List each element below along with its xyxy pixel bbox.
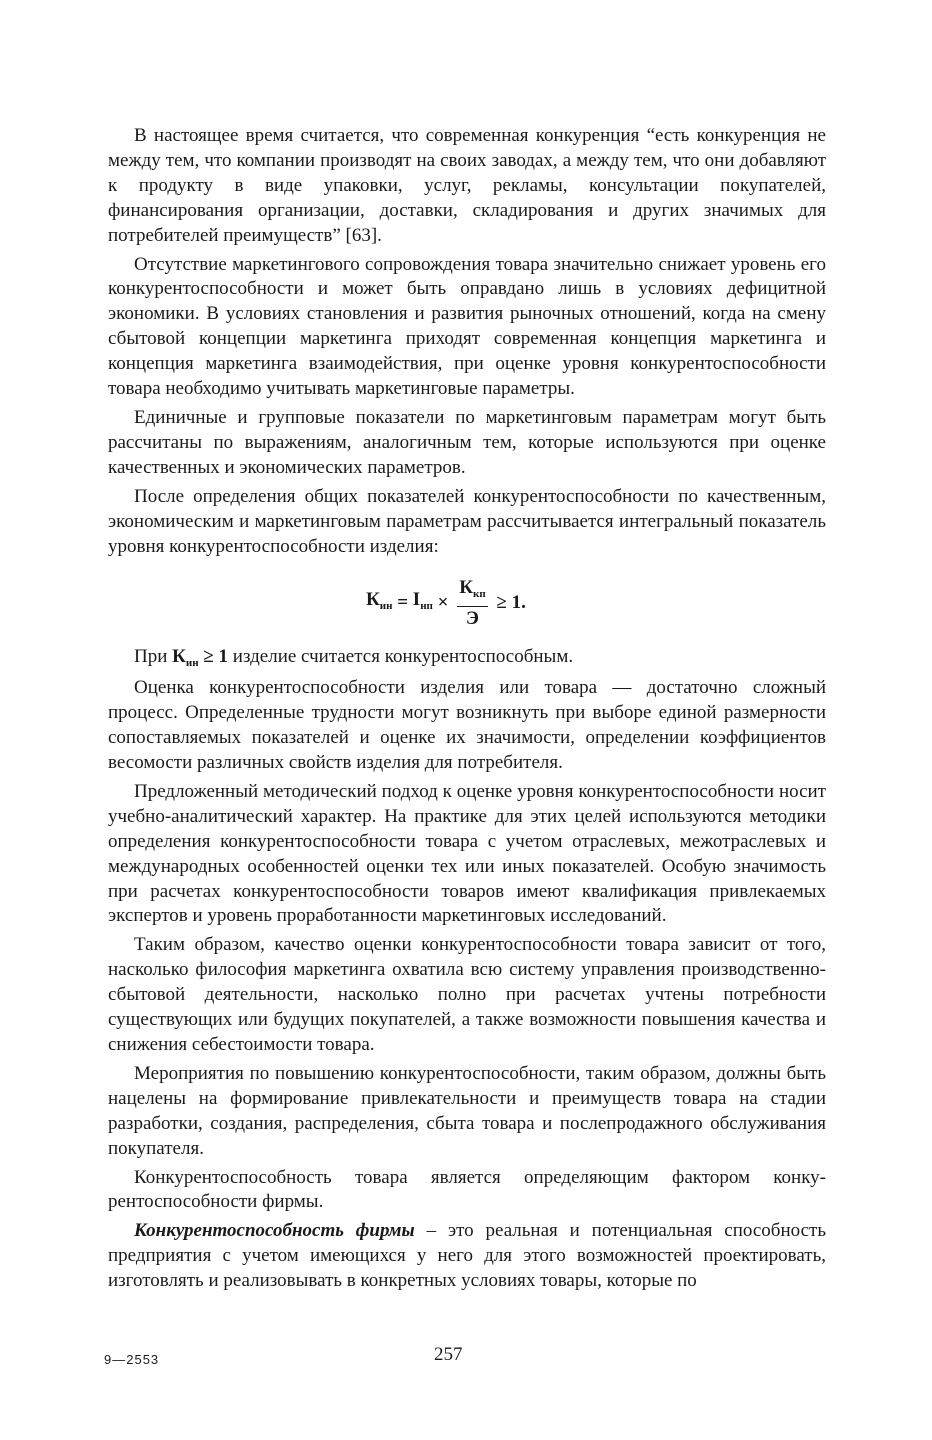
- formula-numerator: [457, 577, 487, 607]
- paragraph-5-pre: При: [134, 646, 173, 668]
- formula-lhs-symbol: К: [366, 589, 380, 611]
- formula-tail: ≥ 1.: [491, 592, 526, 614]
- body-text: [108, 124, 826, 1294]
- formula-num-subscript: кп: [473, 588, 486, 601]
- page-number: 257: [434, 1344, 463, 1365]
- paragraph-10: Конкурентоспособность товара является определяющим фактором конкурентоспособности фирмы.: [108, 1166, 826, 1213]
- paragraph-9: Мероприятия по повышению конкурентоспособности, таким образом, должны быть нацелены на формирование привлекательности и преимуществ товара на стадии разработки, создания, распределения, сбыта товара и послепродажного обслуживания покупателя.: [108, 1062, 826, 1159]
- formula-lhs: [366, 588, 392, 619]
- definition-text: – это реальная и потенциальная способность предприятия с учетом имеющихся у него для этого возможностей проектировать, изготовлять и реализовывать в конкретных условиях товары, которые по: [108, 1220, 827, 1292]
- signature-code: 9—2553: [104, 1352, 160, 1367]
- integral-index-formula: [108, 559, 826, 645]
- formula-times: ×: [432, 592, 454, 614]
- formula-denominator: Э: [466, 608, 479, 630]
- formula-i-symbol: I: [412, 589, 421, 611]
- paragraph-5-post: изделие считается конкурентоспособным.: [228, 646, 574, 668]
- paragraph-1: В настоящее время считается, что современная конкуренция “есть конкуренция не между тем, что компании производят на своих заводах, а между тем, что они добавляют к продукту в виде упаковки, услуг, рекламы, консультации покупателей, финансирования организации, доставки, складирования и других значимых для потребителей преимуществ” [63].: [108, 125, 826, 246]
- formula-i-subscript: нп: [420, 600, 433, 613]
- inline-condition: [172, 646, 229, 670]
- inline-k-subscript: ин: [185, 657, 199, 670]
- formula-i: [413, 588, 433, 619]
- paragraph-3: Единичные и групповые показатели по маркетинговым параметрам могут быть рассчитаны по выражениям, аналогичным тем, которые используются при оценке качественных и экономических параметров.: [108, 406, 826, 478]
- inline-k-symbol: К: [172, 646, 186, 668]
- paragraph-7: Предложенный методический подход к оценке уровня конкурентоспособности носит учебно-аналитический характер. На практике для этих целей используются методики определения конкурентоспособности товара с учетом отраслевых, межотраслевых и международных особенностей оценки тех или иных показателей. Особую значимость при расчетах конкурентоспособности товаров имеют квалификация привлекаемых экспертов и уровень проработанности маркетинговых исследований.: [108, 780, 826, 927]
- formula-equals: =: [392, 592, 413, 614]
- paragraph-2: Отсутствие маркетингового сопровождения товара значительно снижает уровень его конкурентоспособности и может быть оправдано лишь в условиях дефицитной экономики. В условиях становления и развития рыночных отношений, когда на смену сбытовой концепции маркетинга приходят современная концепция маркетинга и концепция маркетинга взаимодействия, при оценке уровня конкурентоспособности товара необходимо учитывать маркетинговые параметры.: [108, 253, 826, 400]
- paragraph-5: [108, 645, 826, 676]
- paragraph-11: [108, 1219, 826, 1294]
- paragraph-8: Таким образом, качество оценки конкурентоспособности товара зависит от того, насколько философия маркетинга охватила всю систему управления производственно-сбытовой деятельности, насколько полно при расчетах учтены потребности существующих или будущих покупателей, а также возможности повышения качества и снижения себестоимости товара.: [108, 934, 826, 1055]
- paragraph-4: После определения общих показателей конкурентоспособности по качественным, экономическим и маркетинговым параметрам рассчитывается интегральный показатель уровня конкурентоспособности изделия:: [108, 485, 826, 557]
- paragraph-6: Оценка конкурентоспособности изделия или товара — достаточно сложный процесс. Определенные трудности могут возникнуть при выборе единой размерности сопоставляемых показателей и оценке их значимости, определении коэффициентов весомости различных свойств изделия для потребителя.: [108, 677, 826, 774]
- formula-fraction: [457, 577, 487, 630]
- formula-lhs-subscript: ин: [379, 600, 393, 613]
- inline-condition-rest: ≥ 1: [198, 646, 229, 668]
- formula-num-symbol: К: [459, 577, 473, 599]
- definition-term: Конкурентоспособность фирмы: [134, 1220, 415, 1242]
